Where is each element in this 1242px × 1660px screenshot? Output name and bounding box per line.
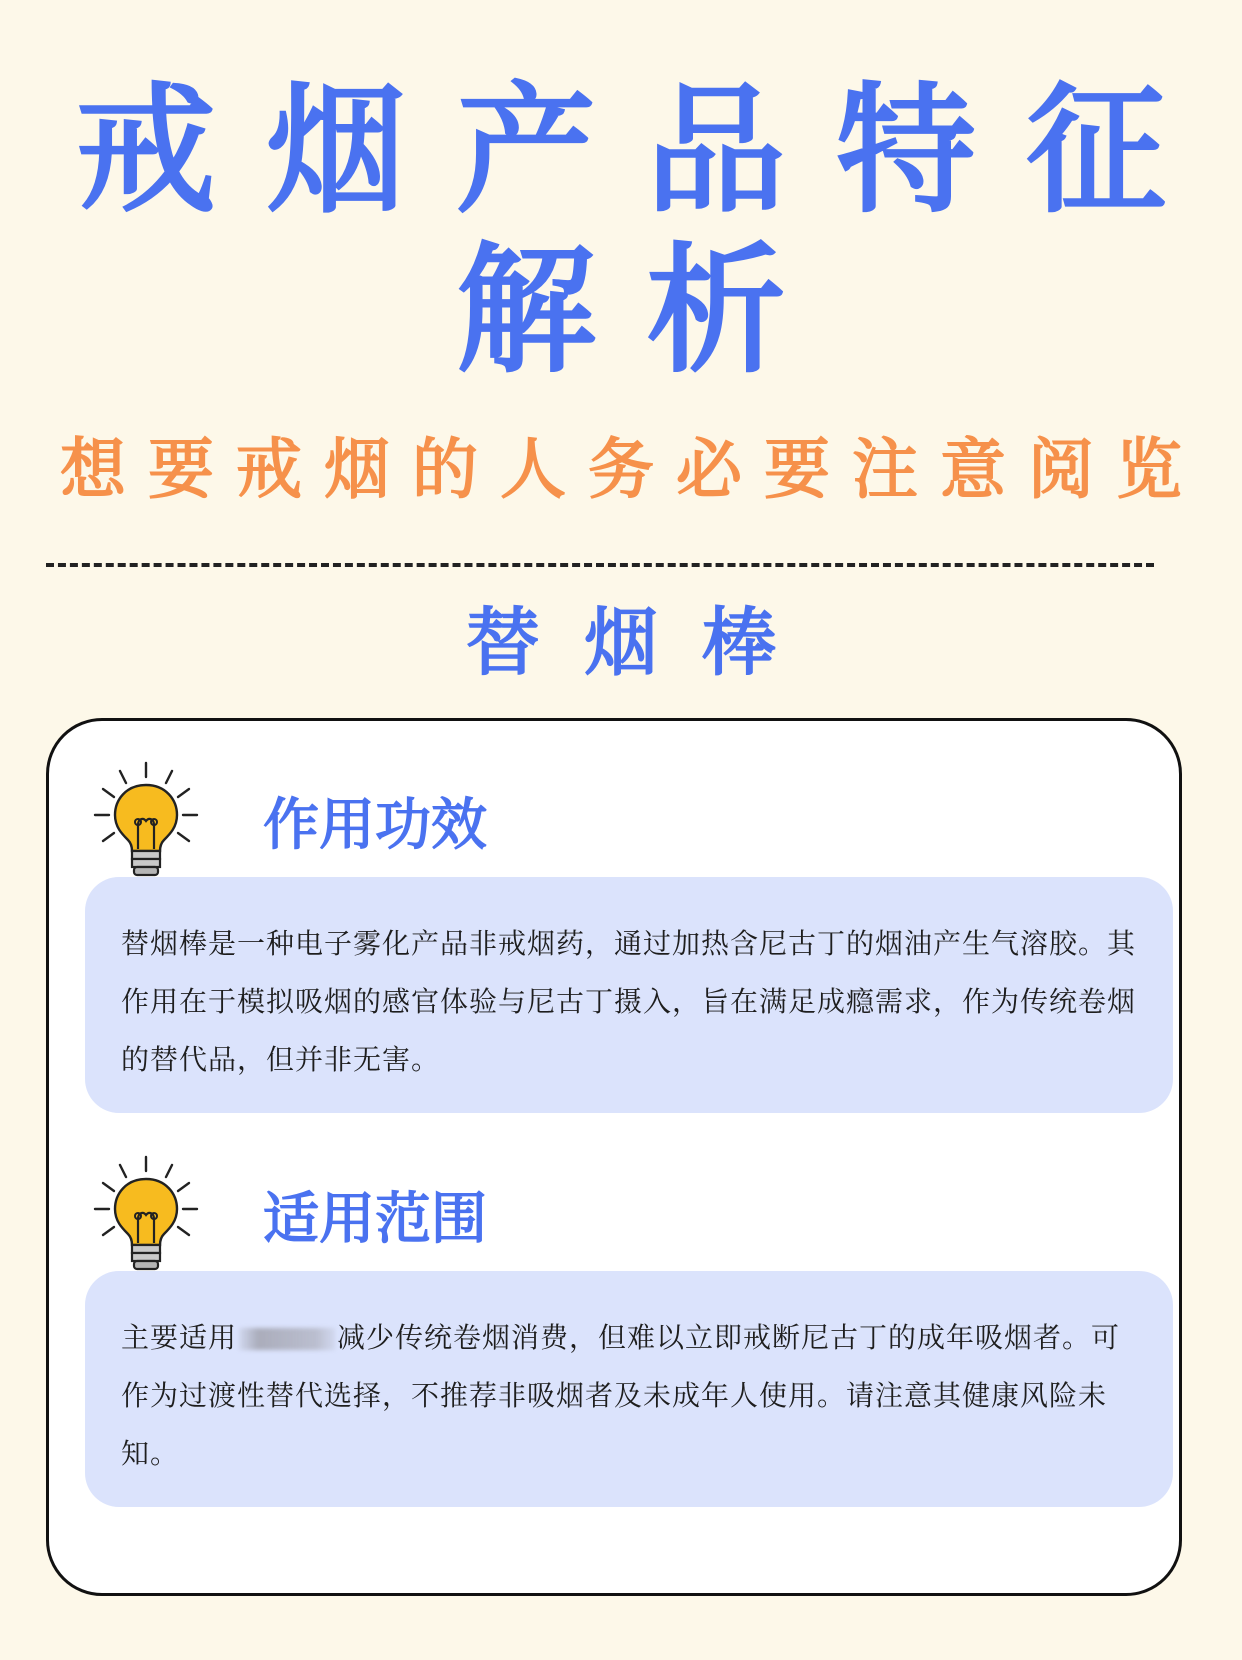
section-box-effects <box>85 877 1173 1113</box>
section-text-scope-part2: 减少传统卷烟消费，但难以立即戒断尼古丁的成年吸烟者。可作为过渡性替代选择，不推荐非吸烟者及未成年人使用。请注意其健康风险未知。 <box>121 1321 1121 1470</box>
blurred-redaction <box>239 1328 335 1350</box>
section-text-scope-part1: 主要适用 <box>121 1321 238 1354</box>
lightbulb-icon <box>93 761 203 881</box>
dashed-divider <box>46 563 1154 567</box>
page-title-line-2: 解析 <box>455 230 836 393</box>
page-subtitle: 想要戒烟的人务必要注意阅览 <box>60 431 1204 508</box>
section-text-effects: 替烟棒是一种电子雾化产品非戒烟药，通过加热含尼古丁的烟油产生气溶胶。其作用在于模拟吸烟的感官体验与尼古丁摄入，旨在满足成瘾需求，作为传统卷烟的替代品，但并非无害。 <box>121 927 1137 1076</box>
section-text-scope <box>121 1309 1141 1483</box>
section-heading-effects: 作用功效 <box>263 793 487 858</box>
section-header-scope <box>93 1155 693 1275</box>
section-heading-scope: 适用范围 <box>263 1187 487 1252</box>
info-card <box>46 718 1182 1596</box>
section-header-effects <box>93 761 693 881</box>
page-title-line-1: 戒烟产品特征 <box>75 70 1216 233</box>
section-box-scope <box>85 1271 1173 1507</box>
lightbulb-icon <box>93 1155 203 1275</box>
product-name-heading: 替烟棒 <box>466 600 820 686</box>
